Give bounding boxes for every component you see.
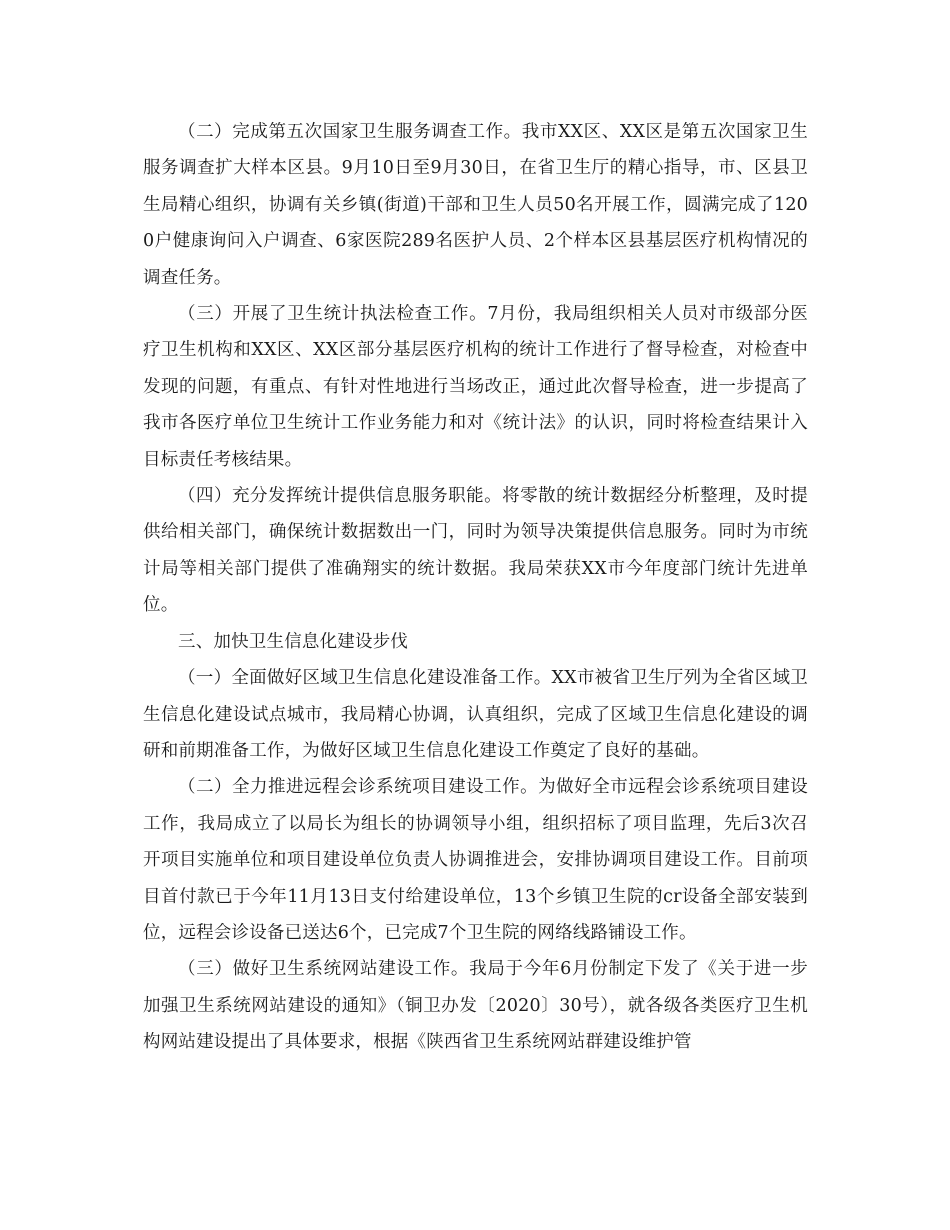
paragraph-remote-consultation: （二）全力推进远程会诊系统项目建设工作。为做好全市远程会诊系统项目建设工作，我局成立了以局长为组长的协调领导小组，组织招标了项目监理，先后3次召开项目实施单位和项目建设单位负责人协调推进会，安排协调项目建设工作。目前项目首付款已于今年11月13日支付给建设单位，13个乡镇卫生院的cr设备全部安装到位，远程会诊设备已送达6个，已完成7个卫生院的网络线路铺设工作。 [143, 777, 808, 943]
document-body [143, 114, 808, 1061]
paragraph-website-construction: （三）做好卫生系统网站建设工作。我局于今年6月份制定下发了《关于进一步加强卫生系统网站建设的通知》（铜卫办发〔2020〕30号），就各级各类医疗卫生机构网站建设提出了具体要求，根据《陕西省卫生系统网站群建设维护管 [143, 959, 808, 1053]
section-heading-informatization: 三、加快卫生信息化建设步伐 [178, 631, 409, 652]
paragraph-regional-informatization: （一）全面做好区域卫生信息化建设准备工作。XX市被省卫生厅列为全省区域卫生信息化建设试点城市，我局精心协调，认真组织，完成了区域卫生信息化建设的调研和前期准备工作，为做好区域卫生信息化建设工作奠定了良好的基础。 [143, 668, 808, 761]
paragraph-information-service: （四）充分发挥统计提供信息服务职能。将零散的统计数据经分析整理，及时提供给相关部门，确保统计数据数出一门，同时为领导决策提供信息服务。同时为市统计局等相关部门提供了准确翔实的统计数据。我局荣获XX市今年度部门统计先进单位。 [143, 486, 808, 616]
paragraph-health-survey: （二）完成第五次国家卫生服务调查工作。我市XX区、XX区是第五次国家卫生服务调查扩大样本区县。9月10日至9月30日，在省卫生厅的精心指导，市、区县卫生局精心组织，协调有关乡镇(街道)干部和卫生人员50名开展工作，圆满完成了1200户健康询问入户调查、6家医院289名医护人员、2个样本区县基层医疗机构情况的调查任务。 [143, 122, 808, 288]
paragraph-statistics-inspection: （三）开展了卫生统计执法检查工作。7月份，我局组织相关人员对市级部分医疗卫生机构和XX区、XX区部分基层医疗机构的统计工作进行了督导检查，对检查中发现的问题，有重点、有针对性地进行当场改正，通过此次督导检查，进一步提高了我市各医疗单位卫生统计工作业务能力和对《统计法》的认识，同时将检查结果计入目标责任考核结果。 [143, 304, 808, 470]
